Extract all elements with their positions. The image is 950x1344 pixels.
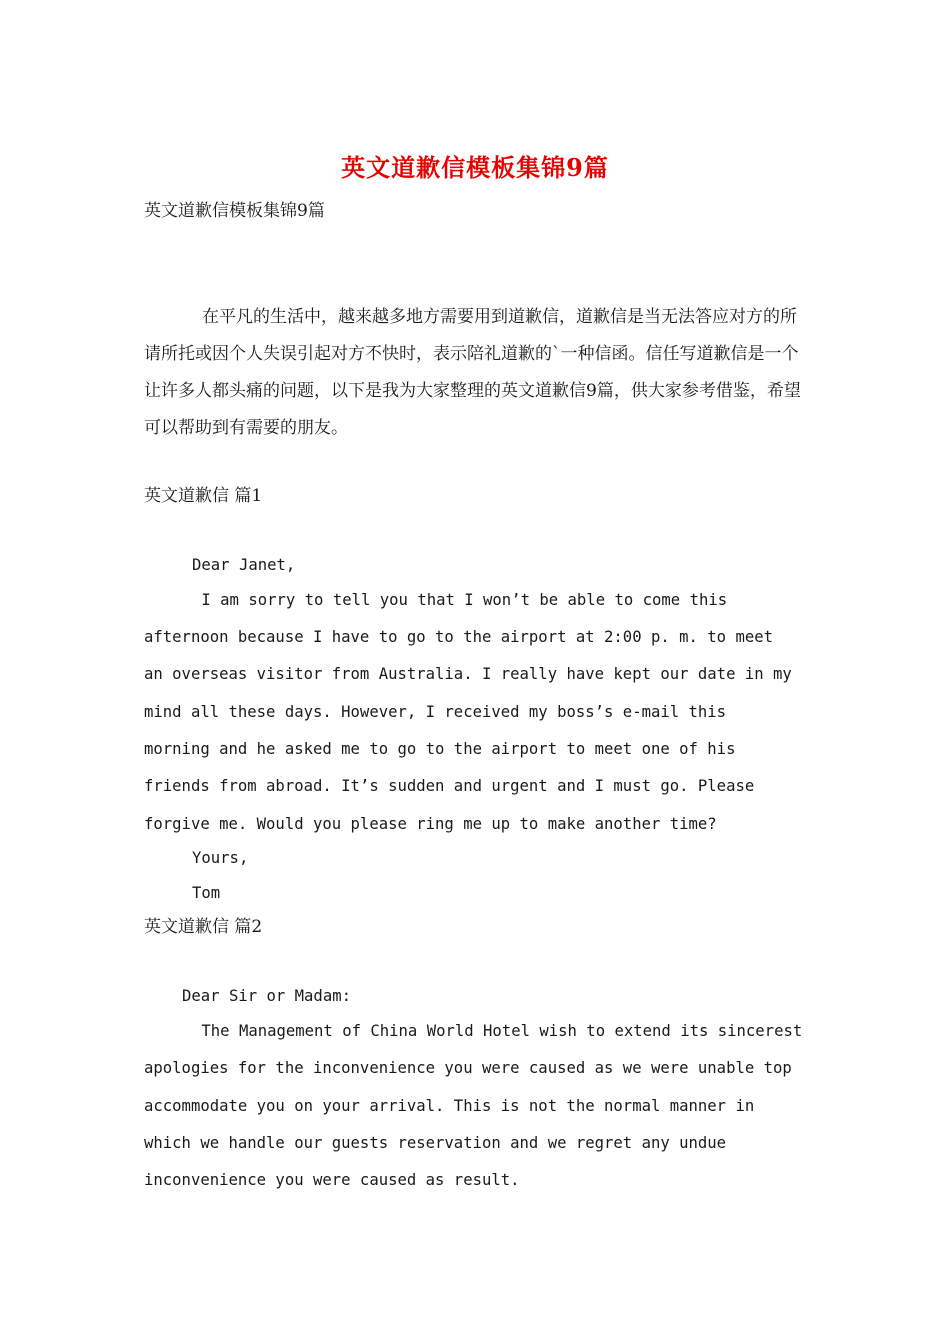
document-subtitle: 英文道歉信模板集锦9篇 <box>144 201 325 221</box>
section-1-signature: Tom <box>192 884 221 902</box>
section-2-greeting: Dear Sir or Madam: <box>182 987 351 1005</box>
section-1-heading: 英文道歉信 篇1 <box>144 486 263 506</box>
section-1-body-line: afternoon because I have to go to the airport at 2:00 p. m. to meet <box>144 628 774 646</box>
section-1-body-line: friends from abroad. It’s sudden and urgent and I must go. Please <box>144 777 755 795</box>
section-1-body-line: forgive me. Would you please ring me up to make another time? <box>144 815 717 833</box>
section-1-body-line: I am sorry to tell you that I won’t be able to come this <box>192 591 728 609</box>
document-title: 英文道歉信模板集锦9篇 <box>341 153 609 182</box>
section-2-body-line: apologies for the inconvenience you were caused as we were unable top <box>144 1059 792 1077</box>
section-2-body-line: which we handle our guests reservation and we regret any undue <box>144 1134 727 1152</box>
section-2-body-line: accommodate you on your arrival. This is not the normal manner in <box>144 1097 755 1115</box>
section-1-body-line: mind all these days. However, I received my boss’s e-mail this <box>144 703 727 721</box>
section-1-greeting: Dear Janet, <box>192 556 296 574</box>
section-2-heading: 英文道歉信 篇2 <box>144 917 263 937</box>
section-2-body-line: The Management of China World Hotel wish to extend its sincerest <box>192 1022 803 1040</box>
intro-paragraph: 在平凡的生活中，越来越多地方需要用到道歉信，道歉信是当无法答应对方的所请所托或因个人失误引起对方不快时，表示陪礼道歉的`一种信函。信任写道歉信是一个让许多人都头痛的问题，以下是我为大家整理的英文道歉信9篇，供大家参考借鉴，希望可以帮助到有需要的朋友。 <box>144 307 801 438</box>
section-2-body-line: inconvenience you were caused as result. <box>144 1171 520 1189</box>
section-1-body-line: an overseas visitor from Australia. I really have kept our date in my <box>144 665 792 683</box>
section-1-closing: Yours, <box>192 849 249 867</box>
section-1-body-line: morning and he asked me to go to the airport to meet one of his <box>144 740 736 758</box>
